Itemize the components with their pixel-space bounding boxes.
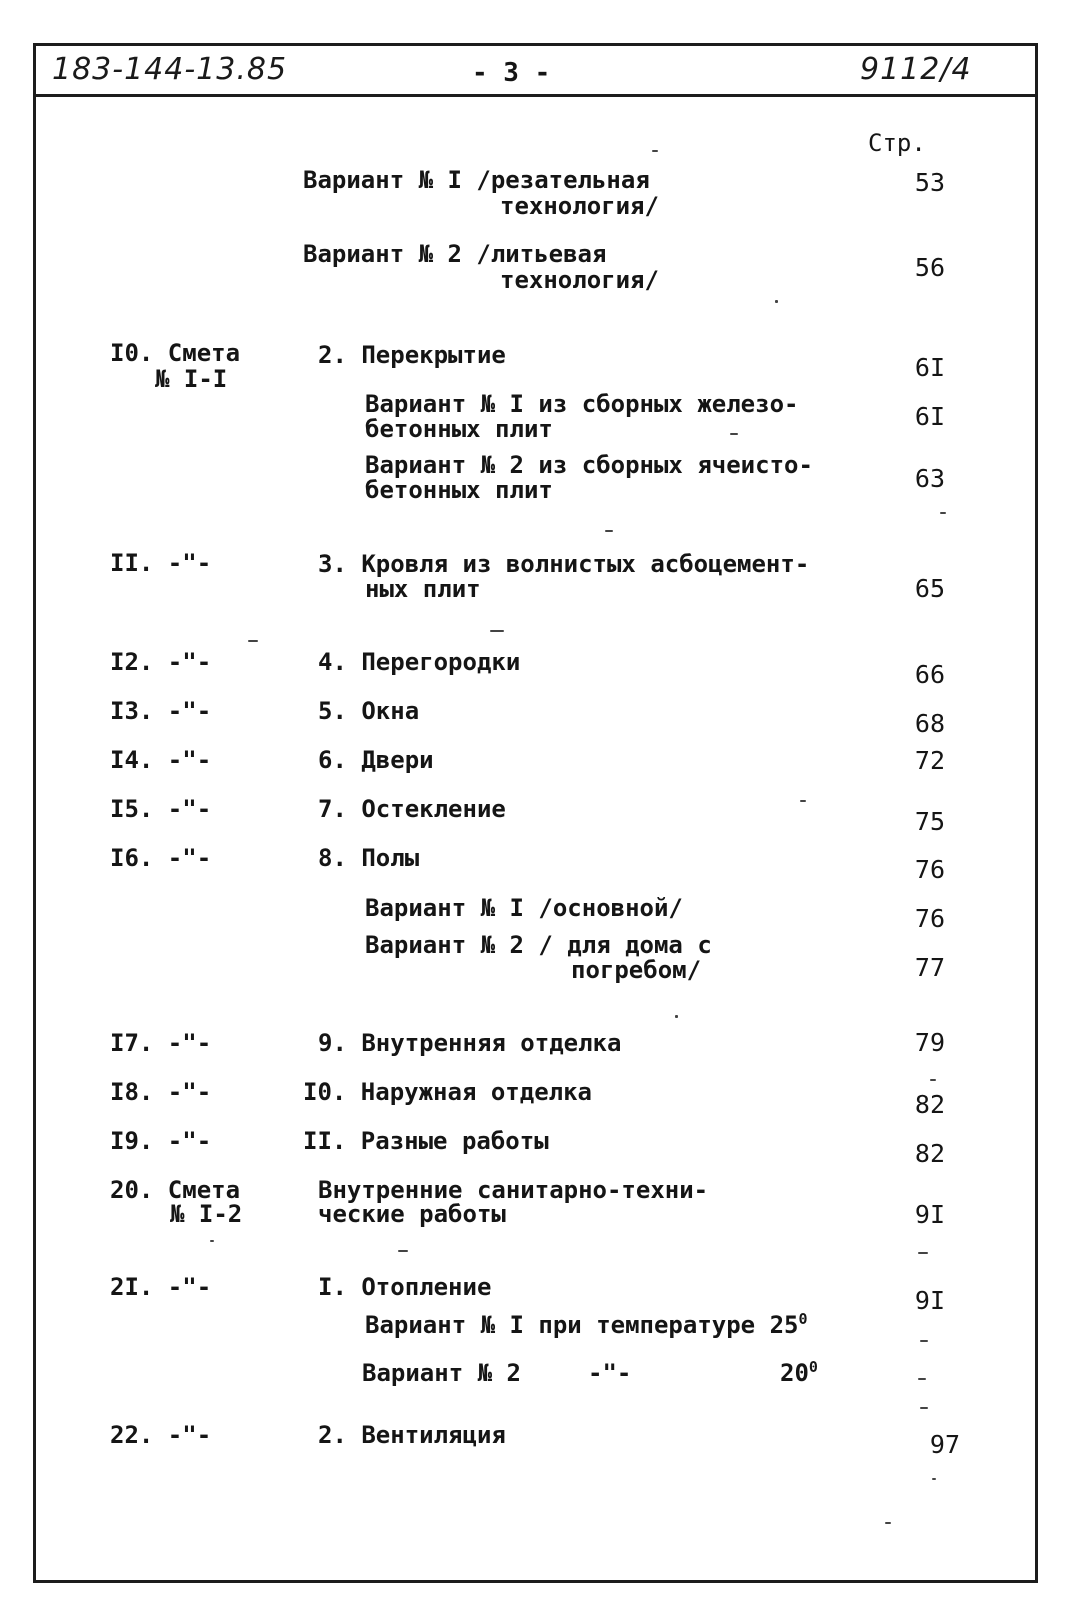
estimate-code: I5. -"-	[110, 795, 212, 823]
estimate-number: № I-I	[155, 365, 228, 393]
scan-speck	[918, 1378, 926, 1380]
toc-page-number: 65	[914, 574, 945, 603]
toc-entry-text: Вариант № 2 из сборных ячеисто-	[365, 451, 813, 479]
toc-entry-text: II. Разные работы	[303, 1127, 549, 1155]
toc-page-number: 9I	[914, 1286, 945, 1315]
toc-entry-text: 9. Внутренняя отделка	[318, 1029, 622, 1057]
toc-page-number: 66	[914, 660, 945, 689]
toc-entry-text: I. Отопление	[318, 1273, 492, 1301]
page-number-mark: - 3 -	[472, 58, 551, 88]
scan-speck	[490, 630, 504, 632]
scan-speck	[398, 1250, 408, 1252]
scan-speck	[940, 512, 946, 514]
toc-page-number: 79	[914, 1028, 945, 1057]
sheet-code: 9112/4	[860, 52, 972, 87]
toc-page-number: 97	[929, 1430, 960, 1459]
toc-page-number: 76	[914, 855, 945, 884]
scan-speck	[918, 1252, 928, 1254]
toc-entry-text: I0. Наружная отделка	[303, 1078, 592, 1106]
estimate-code: I3. -"-	[110, 697, 212, 725]
toc-entry-text-cont: ных плит	[365, 575, 481, 603]
temperature-value: $20^0$	[780, 1358, 818, 1387]
toc-entry-text-cont: ческие работы	[318, 1200, 506, 1228]
toc-entry-text: 2. Вентиляция	[318, 1421, 506, 1449]
estimate-code: 22. -"-	[110, 1421, 212, 1449]
document-code: 183-144-13.85	[52, 52, 288, 87]
header-rule	[33, 94, 1038, 97]
toc-page-number: 63	[914, 464, 945, 493]
scan-speck	[920, 1340, 928, 1342]
scan-speck	[932, 1478, 936, 1480]
toc-entry-text-cont: технология/	[500, 192, 659, 220]
toc-entry-text: 8. Полы	[318, 844, 420, 872]
scan-speck	[730, 433, 738, 435]
toc-entry-text: 3. Кровля из волнистых асбоцемент-	[318, 550, 810, 578]
toc-page-number: 75	[914, 807, 945, 836]
toc-page-number: 9I	[914, 1200, 945, 1229]
toc-page-number: 76	[914, 904, 945, 933]
toc-page-number: 82	[914, 1090, 945, 1119]
estimate-code: I6. -"-	[110, 844, 212, 872]
estimate-code: I8. -"-	[110, 1078, 212, 1106]
toc-entry-text: 6. Двери	[318, 746, 434, 774]
scan-speck	[652, 150, 658, 152]
toc-page-number: 72	[914, 746, 945, 775]
toc-page-number: 82	[914, 1139, 945, 1168]
scan-speck	[920, 1407, 928, 1409]
toc-page-number: 53	[914, 168, 945, 197]
scan-speck	[885, 1522, 891, 1524]
scan-speck	[248, 640, 258, 642]
toc-entry-text: Внутренние санитарно-техни-	[318, 1176, 709, 1204]
toc-page-number: 6I	[914, 353, 945, 382]
toc-entry-text: 4. Перегородки	[318, 648, 521, 676]
toc-entry-text-cont: бетонных плит	[365, 415, 553, 443]
toc-entry-text: Вариант № I /основной/	[365, 894, 683, 922]
estimate-number: № I-2	[170, 1200, 243, 1228]
estimate-code: I0. Смета	[110, 339, 241, 367]
estimate-code: I4. -"-	[110, 746, 212, 774]
scan-speck	[775, 300, 778, 303]
estimate-code: I7. -"-	[110, 1029, 212, 1057]
toc-entry-text: Вариант № I /резательная	[303, 166, 650, 194]
toc-entry-text: Вариант № I при температуре $25^0$	[365, 1310, 808, 1339]
toc-entry-text-cont: технология/	[500, 266, 659, 294]
toc-entry-text: 5. Окна	[318, 697, 420, 725]
scan-speck	[605, 530, 613, 532]
scan-speck	[930, 1079, 936, 1081]
scan-speck	[800, 800, 806, 802]
toc-entry-text: Вариант № 2 /литьевая	[303, 240, 607, 268]
estimate-code: II. -"-	[110, 549, 212, 577]
scan-speck	[210, 1240, 214, 1242]
toc-page-number: 77	[914, 953, 945, 982]
estimate-code: 2I. -"-	[110, 1273, 212, 1301]
page-column-header: Стр.	[868, 129, 926, 157]
toc-entry-text: Вариант № I из сборных железо-	[365, 390, 799, 418]
toc-entry-text-cont: погребом/	[571, 956, 702, 984]
toc-page-number: 6I	[914, 402, 945, 431]
estimate-code: I9. -"-	[110, 1127, 212, 1155]
ditto-mark: -"-	[588, 1359, 632, 1387]
estimate-code: 20. Смета	[110, 1176, 241, 1204]
toc-page-number: 56	[914, 253, 945, 282]
toc-entry-text: Вариант № 2	[362, 1359, 521, 1387]
toc-entry-text: 2. Перекрытие	[318, 341, 506, 369]
estimate-code: I2. -"-	[110, 648, 212, 676]
toc-entry-text-cont: бетонных плит	[365, 476, 553, 504]
toc-page-number: 68	[914, 709, 945, 738]
scan-speck	[675, 1015, 678, 1018]
toc-entry-text: 7. Остекление	[318, 795, 506, 823]
toc-entry-text: Вариант № 2 / для дома с	[365, 931, 712, 959]
